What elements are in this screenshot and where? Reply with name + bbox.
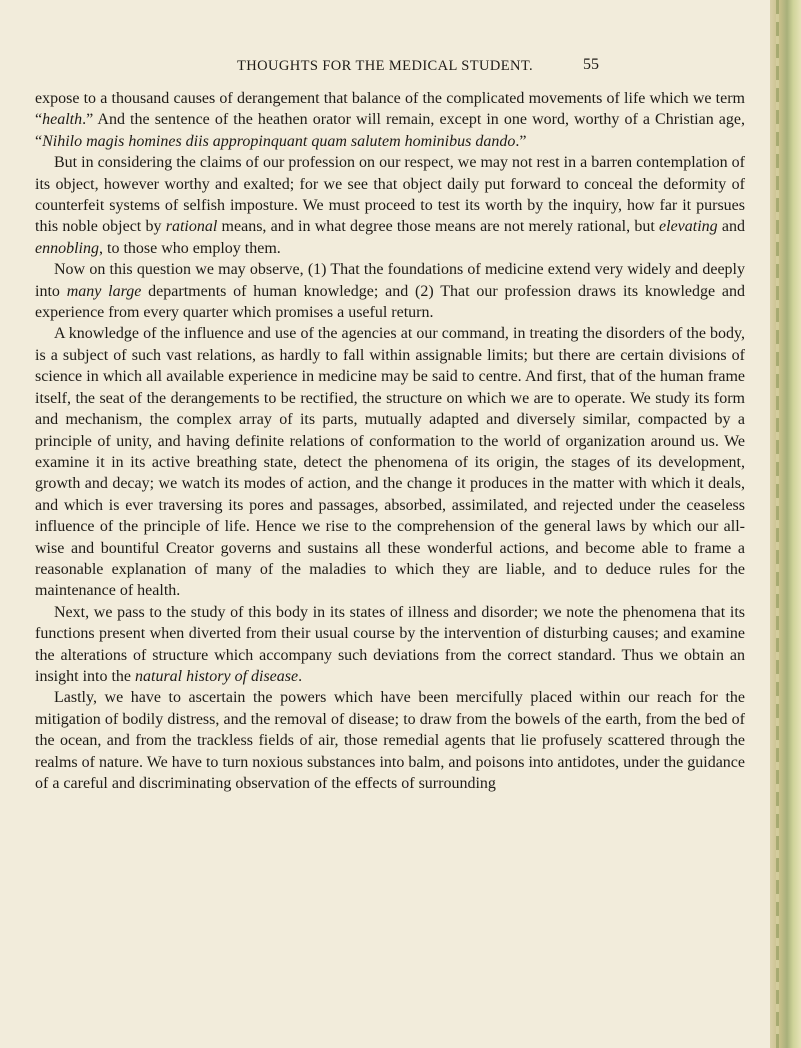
italic-text: ennobling (35, 239, 99, 257)
italic-text: elevating (659, 218, 718, 236)
text-run: and (717, 218, 746, 236)
book-spine-edge (770, 0, 801, 1048)
text-run: A knowledge of the influence and use of the agencies at our command, in treating the disorders of the body, is a subject of such vast relations, as hardly to fall within assignable limits; but there are certain divisions of science in which all available experience in medicine may be said to centre. And first, that of the human frame itself, the seat of the derangements to be rectified, the structure on which we are to operate. We study its form and mechanism, the complex array of its parts, mutually adapted and diversely similar, compacted by a principle of unity, and having definite relations of conformation to the world of organization around us. We examine it in its active breathing state, detect the phenomena of its origin, the stages of its development, growth and decay; we watch its modes of action, and the change it produces in the matter with which it deals, and which is ever traversing its pores and passages, absorbed, assimilated, and rejected under the ceaseless influence of the principle of life. Hence we rise to the comprehension of the general laws by which our all-wise and bountiful Creator governs and sustains all these wonderful actions, and become able to frame a reasonable explanation of many of the maladies to which they are liable, and to deduce rules for the maintenance of health. (35, 325, 745, 600)
page-number: 55 (583, 56, 599, 73)
paragraph (35, 88, 745, 152)
paragraph (35, 259, 745, 323)
text-run: But in considering the claims of our profession on our respect, we may not rest in a barren contemplation of its object, however worthy and exalted; for we see that object daily put forward to conceal the deformity of counterfeit systems of selfish imposture. We must proceed to test its worth by the inquiry, how far it pursues this noble object by (35, 154, 745, 236)
paragraph (35, 323, 745, 601)
paragraph (35, 687, 745, 794)
italic-text: many large (66, 282, 142, 300)
body-text (35, 88, 745, 794)
italic-text: rational (165, 218, 218, 236)
text-run: departments of human knowledge; and (2) That our profession draws its knowledge and experience from every quarter which promises a useful return. (35, 282, 746, 322)
text-run: . (298, 667, 303, 685)
text-run: .” (515, 132, 527, 150)
paragraph (35, 602, 745, 688)
running-head: THOUGHTS FOR THE MEDICAL STUDENT. (236, 58, 534, 74)
italic-text: natural history of disease (135, 667, 299, 685)
text-run: Lastly, we have to ascertain the powers which have been mercifully placed within our reach for the mitigation of bodily distress, and the removal of disease; to draw from the bowels of the earth, from the bed of the ocean, and from the trackless fields of air, those remedial agents that lie profusely scattered through the realms of nature. We have to turn noxious substances into balm, and poisons into antidotes, under the guidance of a careful and discriminating observation of the effects of surrounding (35, 689, 745, 792)
text-run: Next, we pass to the study of this body in its states of illness and disorder; we note the phenomena that its functions present when diverted from their usual course by the intervention of disturbing causes; and examine the alterations of structure which accompany such deviations from the correct standard. Thus we obtain an insight into the (35, 603, 745, 685)
paragraph (35, 152, 745, 259)
italic-text: Nihilo magis homines diis appropinquant quam salutem hominibus dando (42, 132, 516, 150)
text-run: expose to a thousand causes of derangement that balance of the complicated movements of life which we term “ (35, 90, 745, 129)
text-run: Now on this question we may observe, (1) That the foundations of medicine extend very widely and deeply into (35, 261, 745, 300)
text-run: means, and in what degree those means are not merely rational, but (217, 218, 660, 236)
italic-text: health (42, 111, 83, 129)
text-run: .” And the sentence of the heathen orator will remain, except in one word, worthy of a Christian age, “ (35, 111, 745, 150)
text-run: , to those who employ them. (99, 239, 281, 257)
